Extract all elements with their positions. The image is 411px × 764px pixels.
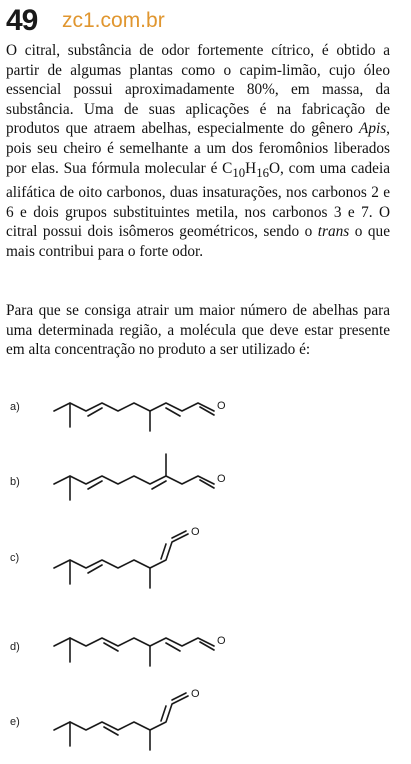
formula-o: O (268, 159, 281, 177)
main-chain-bond (54, 722, 70, 746)
question-prompt: Para que se consiga atrair um maior número de abelhas para uma determinada região, a molécula que deve estar presente em alta concentração no produto a ser utilizado é: (6, 302, 390, 359)
option-c-structure[interactable] (48, 522, 268, 592)
main-chain-bond (54, 534, 188, 568)
option-a-structure[interactable] (48, 375, 268, 445)
main-chain-bond (54, 476, 214, 484)
double-bond-line (161, 706, 166, 721)
main-chain-bond (54, 403, 214, 411)
trans-term: trans (317, 223, 350, 241)
main-chain-bond (54, 638, 70, 662)
double-bond-line (161, 544, 166, 559)
double-bond-line (172, 693, 186, 700)
text-segment: O citral, substância de odor fortemente cítrico, é obtido a partir de algumas plantas como o capim-limão, cujo óleo essencial possui aproximadamente 80%, em massa, da substância. Uma de suas aplicações é na fabricação de produtos que atraem abelhas, especialmente do gênero (6, 42, 390, 138)
question-text (6, 41, 390, 262)
question-number: 49 (6, 4, 38, 37)
option-b-structure[interactable] (48, 448, 268, 518)
subscript-10: 10 (232, 165, 246, 180)
formula-h: H (245, 159, 257, 177)
oxygen-atom: O (217, 400, 226, 412)
oxygen-atom: O (217, 473, 226, 485)
question-header (6, 4, 406, 38)
oxygen-atom: O (191, 688, 200, 700)
double-bond-line (172, 531, 186, 538)
option-e-structure[interactable] (48, 684, 268, 754)
main-chain-bond (70, 638, 214, 646)
oxygen-atom: O (191, 526, 200, 538)
text-segment: o que mais contribui para o forte odor. (6, 223, 390, 260)
option-e-label[interactable]: e) (10, 716, 20, 728)
option-d-structure[interactable] (48, 610, 268, 680)
option-d-label[interactable]: d) (10, 641, 20, 653)
option-a-label[interactable]: a) (10, 401, 20, 413)
genus-apis: Apis (358, 120, 387, 138)
option-c-label[interactable]: c) (10, 552, 20, 564)
main-chain-bond (70, 696, 188, 730)
text-segment: , pois seu cheiro é semelhante a um dos feromônios liberados por elas. Sua fórmula molecular é C (6, 120, 390, 177)
oxygen-atom: O (217, 635, 226, 647)
site-watermark: zc1.com.br (62, 9, 165, 32)
option-b-label[interactable]: b) (10, 476, 20, 488)
subscript-16: 16 (256, 165, 269, 180)
text-segment: , com uma cadeia alifática de oito carbonos, duas insaturações, nos carbonos 2 e 6 e dois grupos substituintes metila, nos carbonos 3 e 7. O citral possui dois isômeros geométricos, sendo o (6, 159, 390, 241)
